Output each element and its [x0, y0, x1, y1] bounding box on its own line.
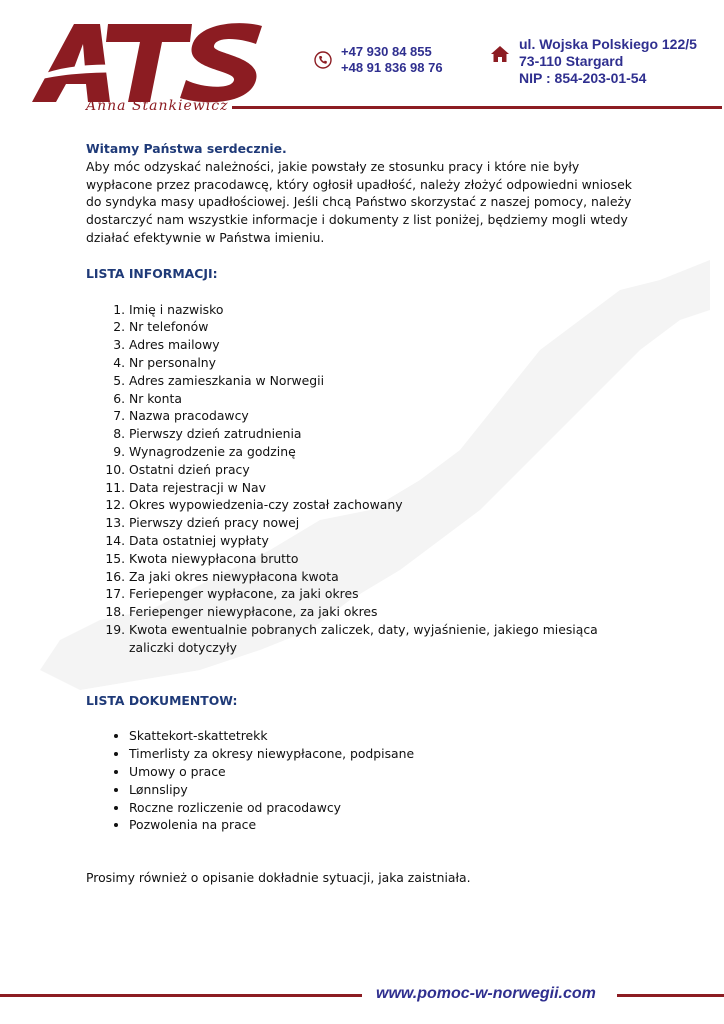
phone-numbers — [341, 44, 443, 76]
letter-body — [86, 140, 646, 887]
info-list-item: 13. Pierwszy dzień pracy nowej — [129, 514, 646, 532]
doc-list-item: • Pozwolenia na prace — [129, 816, 646, 834]
letterhead — [0, 0, 724, 120]
info-list-item: 2. Nr telefonów — [129, 318, 646, 336]
footer-rule-left — [0, 994, 362, 997]
info-list-item: 7. Nazwa pracodawcy — [129, 407, 646, 425]
info-list-item: 14. Data ostatniej wypłaty — [129, 532, 646, 550]
closing-sentence: Prosimy również o opisanie dokładnie sytuacji, jaka zaistniała. — [86, 870, 471, 886]
greeting: Witamy Państwa serdecznie. — [86, 141, 287, 156]
info-list-item: 17. Feriepenger wypłacone, za jaki okres — [129, 585, 646, 603]
footer-rule-right — [617, 994, 724, 997]
address-street: ul. Wojska Polskiego 122/5 — [519, 36, 697, 52]
phone-number-2: +48 91 836 98 76 — [341, 60, 443, 75]
info-list-item: 16. Za jaki okres niewypłacona kwota — [129, 568, 646, 586]
address-city: 73-110 Stargard — [519, 53, 624, 69]
doc-list-title: LISTA DOKUMENTOW: — [86, 692, 238, 708]
info-list-item: 6. Nr konta — [129, 390, 646, 408]
ats-logo — [30, 18, 270, 104]
info-list-item: 8. Pierwszy dzień zatrudnienia — [129, 425, 646, 443]
doc-list-item: • Timerlisty za okresy niewypłacone, podpisane — [129, 745, 646, 763]
info-list-item: 9. Wynagrodzenie za godzinę — [129, 443, 646, 461]
doc-list — [86, 727, 646, 834]
info-list-item: 12. Okres wypowiedzenia-czy został zachowany — [129, 496, 646, 514]
info-list-item: 10. Ostatni dzień pracy — [129, 461, 646, 479]
address-block — [519, 36, 697, 87]
info-list-item: 5. Adres zamieszkania w Norwegii — [129, 372, 646, 390]
doc-list-item: • Roczne rozliczenie od pracodawcy — [129, 799, 646, 817]
info-list-item: 15. Kwota niewypłacona brutto — [129, 550, 646, 568]
info-list-item: 11. Data rejestracji w Nav — [129, 479, 646, 497]
info-list-item: 18. Feriepenger niewypłacone, za jaki okres — [129, 603, 646, 621]
website-link[interactable]: www.pomoc-w-norwegii.com — [376, 985, 596, 1002]
doc-list-item: • Lønnslipy — [129, 781, 646, 799]
home-icon — [490, 45, 510, 63]
address-nip: NIP : 854-203-01-54 — [519, 70, 647, 86]
info-list-item: 19. Kwota ewentualnie pobranych zaliczek, daty, wyjaśnienie, jakiego miesiąca zaliczki dotyczyły — [129, 621, 646, 657]
info-list — [86, 301, 646, 657]
info-list-title: LISTA INFORMACJI: — [86, 265, 218, 281]
info-list-item: 1. Imię i nazwisko — [129, 301, 646, 319]
info-list-item: 3. Adres mailowy — [129, 336, 646, 354]
doc-list-item: • Umowy o prace — [129, 763, 646, 781]
intro-paragraph: Aby móc odzyskać należności, jakie powstały ze stosunku pracy i które nie były wypłacone przez pracodawcę, który ogłosił upadłość, należy złożyć odpowiedni wniosek do syndyka masy upadłościowej. Jeśli chcą Państwo skorzystać z naszej pomocy, należy dostarczyć nam wszystkie informacje i dokumenty z list poniżej, będziemy mogli wtedy działać efektywnie w Państwa imieniu. — [86, 158, 632, 245]
header-rule — [232, 106, 722, 109]
phone-icon — [314, 51, 332, 69]
doc-list-item: • Skattekort-skattetrekk — [129, 727, 646, 745]
info-list-item: 4. Nr personalny — [129, 354, 646, 372]
signature: Anna Stankiewicz — [86, 98, 229, 114]
phone-number-1: +47 930 84 855 — [341, 44, 432, 59]
